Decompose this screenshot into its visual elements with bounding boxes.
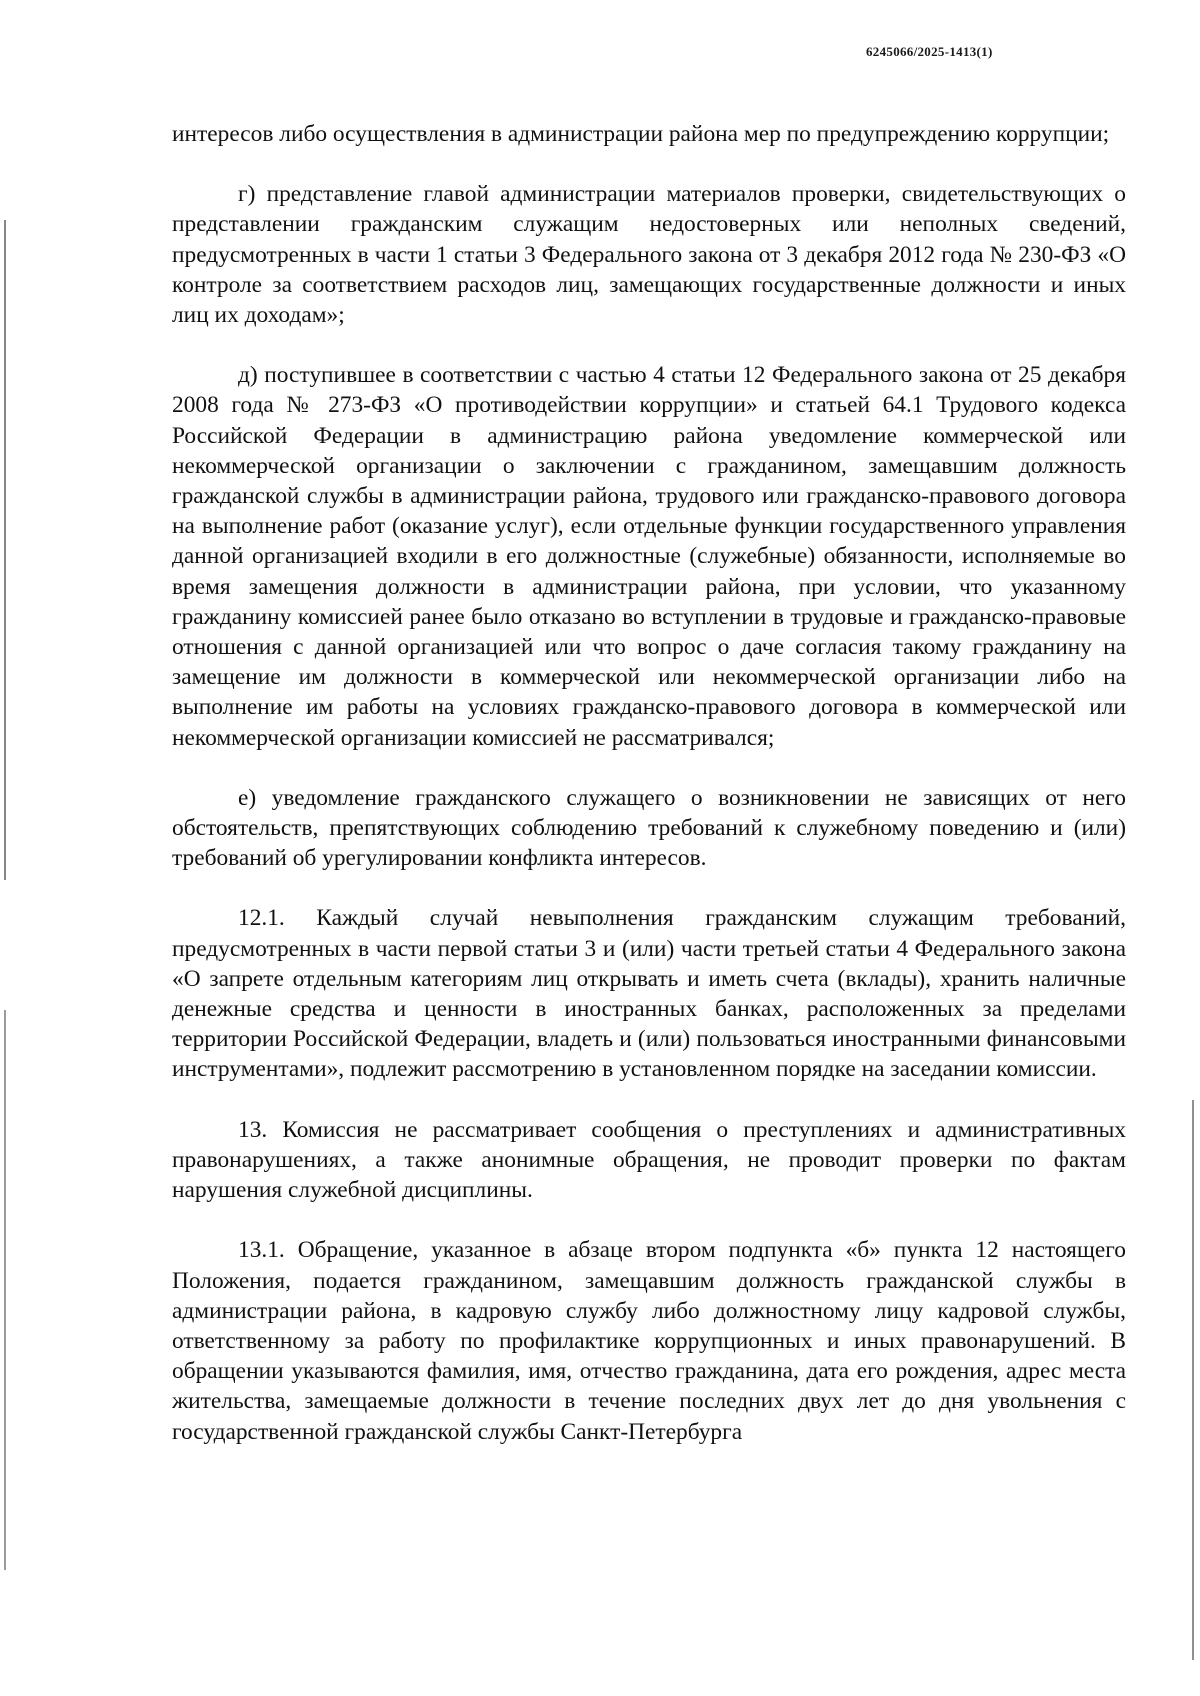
scan-edge-left-lower [4, 1010, 6, 1570]
paragraph-continuation: интересов либо осуществления в администрации района мер по предупреждению коррупции; [172, 121, 1110, 147]
paragraph-13-1: 13.1. Обращение, указанное в абзаце втором подпункта «б» пункта 12 настоящего Положения, подается гражданином, замещавшим должность гражданской службы в администрации района, в кадровую службу либо должностному лицу кадровой службы, ответственному за работу по профилактике коррупционных и иных правонарушений. В обращении указываются фамилия, имя, отчество гражданина, дата его рождения, адрес места жительства, замещаемые должности в течение последних двух лет до дня увольнения с государственной гражданской службы Санкт-Петербурга [172, 1237, 1126, 1445]
scan-edge-left [4, 220, 6, 880]
paragraph-12-1: 12.1. Каждый случай невыполнения гражданским служащим требований, предусмотренных в части первой статьи 3 и (или) части третьей статьи 4 Федерального закона «О запрете отдельным категориям лиц открывать и иметь счета (вклады), хранить наличные денежные средства и ценности в иностранных банках, расположенных за пределами территории Российской Федерации, владеть и (или) пользоваться иностранными финансовыми инструментами», подлежит рассмотрению в установленном порядке на заседании комиссии. [172, 905, 1126, 1083]
document-body [172, 119, 1126, 1447]
scan-edge-right [1192, 1100, 1194, 1660]
paragraph-13: 13. Комиссия не рассматривает сообщения о преступлениях и административных правонарушениях, а также анонимные обращения, не проводит проверки по фактам нарушения служебной дисциплины. [172, 1116, 1126, 1204]
document-id: 6245066/2025-1413(1) [866, 44, 993, 59]
paragraph-item-d: д) поступившее в соответствии с частью 4 статьи 12 Федерального закона от 25 декабря 2008 года № 273-ФЗ «О противодействии коррупции» и статьей 64.1 Трудового кодекса Российской Федерации в администрацию района уведомление коммерческой или некоммерческой организации о заключении с гражданином, замещавшим должность гражданской службы в администрации района, трудового или гражданско-правового договора на выполнение работ (оказание услуг), если отдельные функции государственного управления данной организацией входили в его должностные (служебные) обязанности, исполняемые во время замещения должности в администрации района, при условии, что указанному гражданину комиссией ранее было отказано во вступлении в трудовые и гражданско-правовые отношения с данной организацией или что вопрос о даче согласия такому гражданину на замещение им должности в коммерческой или некоммерческой организации либо на выполнение им работы на условиях гражданско-правового договора в коммерческой или некоммерческой организации комиссией не рассматривался; [172, 362, 1126, 751]
paragraph-item-g: г) представление главой администрации материалов проверки, свидетельствующих о представлении гражданским служащим недостоверных или неполных сведений, предусмотренных в части 1 статьи 3 Федерального закона от 3 декабря 2012 года № 230-ФЗ «О контроле за соответствием расходов лиц, замещающих государственные должности и иных лиц их доходам»; [172, 181, 1126, 329]
paragraph-item-e: е) уведомление гражданского служащего о возникновении не зависящих от него обстоятельств, препятствующих соблюдению требований к служебному поведению и (или) требований об урегулировании конфликта интересов. [172, 784, 1126, 872]
